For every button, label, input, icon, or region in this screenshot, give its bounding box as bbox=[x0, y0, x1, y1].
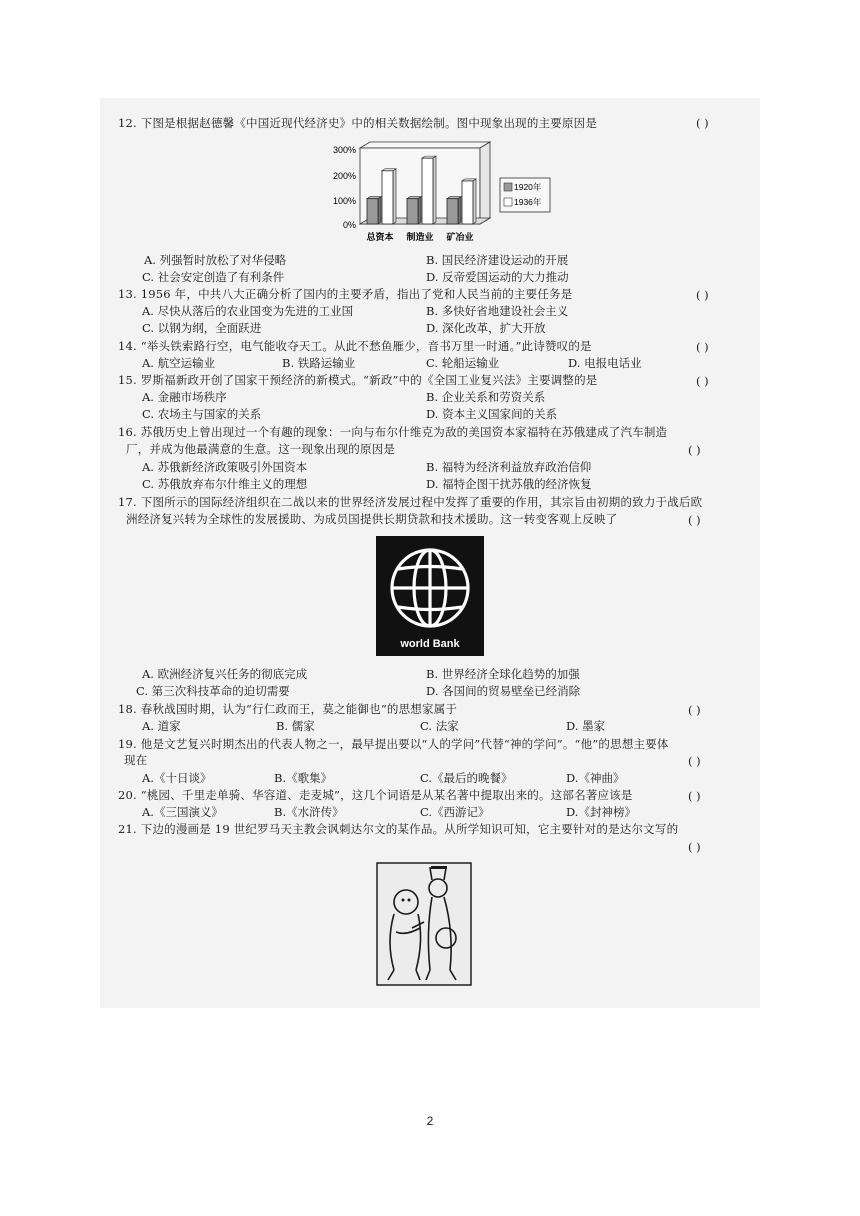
q13-option-b[interactable]: B. 多快好省地建设社会主义 bbox=[426, 304, 569, 318]
x-axis-labels bbox=[366, 231, 473, 243]
q14-stem: 14. “举头铁索路行空，电气能收夺天工。从此不愁鱼雁少，音书万里一时通。”此诗赞叹的是 bbox=[118, 339, 592, 353]
q14-option-d[interactable]: D. 电报电话业 bbox=[568, 356, 642, 370]
bar-1936年-总资本 bbox=[382, 171, 393, 224]
q19-stem-line2: 现在 bbox=[124, 753, 148, 767]
x-category-label: 总资本 bbox=[366, 233, 394, 243]
bar-1920年-制造业 bbox=[407, 199, 418, 224]
bar-side-1936年-矿冶业 bbox=[473, 179, 476, 224]
x-category-label: 制造业 bbox=[406, 233, 434, 243]
q17-option-c[interactable]: C. 第三次科技革命的迫切需要 bbox=[136, 684, 290, 698]
globe-icon bbox=[376, 536, 484, 636]
q17-option-a[interactable]: A. 欧洲经济复兴任务的彻底完成 bbox=[142, 667, 308, 681]
world-bank-logo bbox=[376, 536, 484, 656]
q19-option-b[interactable]: B.《歌集》 bbox=[274, 771, 333, 785]
x-category-label: 矿冶业 bbox=[446, 233, 474, 243]
q19-answer-paren: ( ) bbox=[688, 754, 701, 768]
q13-option-c[interactable]: C. 以钢为纲，全面跃进 bbox=[142, 321, 262, 335]
q20-answer-paren: ( ) bbox=[688, 789, 701, 803]
world-bank-label: world Bank bbox=[400, 638, 460, 650]
y-axis-ticks bbox=[333, 145, 356, 230]
q16-answer-paren: ( ) bbox=[688, 443, 701, 457]
q19-option-a[interactable]: A.《十日谈》 bbox=[142, 771, 212, 785]
q13-answer-paren: ( ) bbox=[696, 288, 709, 302]
q14-answer-paren: ( ) bbox=[696, 340, 709, 354]
bar-side-1920年-总资本 bbox=[378, 197, 381, 224]
q16-stem-line1: 16. 苏俄历史上曾出现过一个有趣的现象：一向与布尔什维克为敌的美国资本家福特在苏俄建成了汽车制造 bbox=[118, 425, 668, 439]
q17-stem-line2: 洲经济复兴转为全球性的发展援助、为成员国提供长期贷款和技术援助。这一转变客观上反映了 bbox=[126, 512, 618, 526]
bar-1920年-矿冶业 bbox=[447, 199, 458, 224]
q20-stem: 20. “桃园、千里走单骑、华容道、走麦城”，这几个词语是从某名著中提取出来的。这部名著应该是 bbox=[118, 788, 633, 802]
q16-option-c[interactable]: C. 苏俄放弃布尔什维主义的理想 bbox=[142, 477, 308, 491]
bar-side-1936年-制造业 bbox=[433, 156, 436, 224]
bar-side-1936年-总资本 bbox=[393, 169, 396, 224]
q18-option-b[interactable]: B. 儒家 bbox=[276, 719, 315, 733]
legend-swatch-1920 bbox=[504, 183, 512, 191]
q12-bar-chart bbox=[318, 140, 568, 250]
y-tick: 100% bbox=[332, 196, 356, 206]
q15-stem: 15. 罗斯福新政开创了国家干预经济的新模式。“新政”中的《全国工业复兴法》主要调整的是 bbox=[118, 373, 598, 387]
y-tick: 300% bbox=[332, 145, 356, 155]
q13-option-a[interactable]: A. 尽快从落后的农业国变为先进的工业国 bbox=[142, 304, 354, 318]
q12-option-c[interactable]: C. 社会安定创造了有利条件 bbox=[142, 270, 285, 284]
q18-option-d[interactable]: D. 墨家 bbox=[566, 719, 606, 733]
legend-label-1936: 1936年 bbox=[514, 197, 542, 207]
q21-stem: 21. 下边的漫画是 19 世纪罗马天主教会讽刺达尔文的某作品。从所学知识可知，它主要针对的是达尔文写的 bbox=[118, 822, 679, 836]
q16-stem-line2: 厂，并成为他最满意的生意。这一现象出现的原因是 bbox=[126, 442, 396, 456]
q20-option-d[interactable]: D.《封神榜》 bbox=[566, 805, 636, 819]
q15-answer-paren: ( ) bbox=[696, 374, 709, 388]
q21-answer-paren: ( ) bbox=[688, 840, 701, 854]
q19-stem-line1: 19. 他是文艺复兴时期杰出的代表人物之一，最早提出要以“人的学问”代替“神的学问”。“他”的思想主要体 bbox=[118, 737, 669, 751]
bar-1936年-矿冶业 bbox=[462, 181, 473, 224]
q15-option-d[interactable]: D. 资本主义国家间的关系 bbox=[426, 407, 558, 421]
bar-side-1920年-矿冶业 bbox=[458, 197, 461, 224]
q17-option-b[interactable]: B. 世界经济全球化趋势的加强 bbox=[426, 667, 580, 681]
q13-option-d[interactable]: D. 深化改革，扩大开放 bbox=[426, 321, 546, 335]
q20-option-a[interactable]: A.《三国演义》 bbox=[142, 805, 223, 819]
q14-option-b[interactable]: B. 铁路运输业 bbox=[282, 356, 356, 370]
y-tick: 200% bbox=[332, 171, 356, 181]
q18-stem: 18. 春秋战国时期，认为“行仁政而王，莫之能御也”的思想家属于 bbox=[118, 702, 458, 716]
q18-option-c[interactable]: C. 法家 bbox=[420, 719, 459, 733]
chart-legend bbox=[500, 178, 550, 212]
q20-option-b[interactable]: B.《水浒传》 bbox=[274, 805, 344, 819]
q17-answer-paren: ( ) bbox=[688, 513, 701, 527]
q13-stem: 13. 1956 年，中共八大正确分析了国内的主要矛盾，指出了党和人民当前的主要任务是 bbox=[118, 287, 573, 301]
q16-option-b[interactable]: B. 福特为经济利益放弃政治信仰 bbox=[426, 460, 592, 474]
q16-option-d[interactable]: D. 福特企图干扰苏俄的经济恢复 bbox=[426, 477, 592, 491]
q15-option-b[interactable]: B. 企业关系和劳资关系 bbox=[426, 390, 546, 404]
y-tick: 0% bbox=[342, 220, 356, 230]
q19-option-c[interactable]: C.《最后的晚餐》 bbox=[420, 771, 513, 785]
q19-option-d[interactable]: D.《神曲》 bbox=[566, 771, 625, 785]
q16-option-a[interactable]: A. 苏俄新经济政策吸引外国资本 bbox=[142, 460, 308, 474]
q17-option-d[interactable]: D. 各国间的贸易壁垒已经消除 bbox=[426, 684, 581, 698]
q20-option-c[interactable]: C.《西游记》 bbox=[420, 805, 490, 819]
q12-option-b[interactable]: B. 国民经济建设运动的开展 bbox=[426, 253, 569, 267]
q12-stem: 12. 下图是根据赵德馨《中国近现代经济史》中的相关数据绘制。图中现象出现的主要原因是 bbox=[118, 116, 598, 130]
q14-option-c[interactable]: C. 轮船运输业 bbox=[426, 356, 500, 370]
page-number: 2 bbox=[426, 1114, 434, 1128]
legend-swatch-1936 bbox=[504, 198, 512, 206]
q14-option-a[interactable]: A. 航空运输业 bbox=[142, 356, 216, 370]
bar-1936年-制造业 bbox=[422, 158, 433, 224]
darwin-cartoon-image bbox=[376, 862, 472, 986]
q12-option-d[interactable]: D. 反帝爱国运动的大力推动 bbox=[426, 270, 569, 284]
q12-answer-paren: ( ) bbox=[696, 116, 709, 130]
bar-side-1920年-制造业 bbox=[418, 197, 421, 224]
bar-1920年-总资本 bbox=[367, 199, 378, 224]
q17-stem-line1: 17. 下图所示的国际经济组织在二战以来的世界经济发展过程中发挥了重要的作用，其宗旨由初期的致力于战后欧 bbox=[118, 495, 703, 509]
q15-option-c[interactable]: C. 农场主与国家的关系 bbox=[142, 407, 262, 421]
q18-option-a[interactable]: A. 道家 bbox=[142, 719, 181, 733]
q12-option-a[interactable]: A. 列强暂时放松了对华侵略 bbox=[144, 253, 287, 267]
q18-answer-paren: ( ) bbox=[688, 703, 701, 717]
legend-label-1920: 1920年 bbox=[514, 182, 542, 192]
q15-option-a[interactable]: A. 金融市场秩序 bbox=[142, 390, 227, 404]
